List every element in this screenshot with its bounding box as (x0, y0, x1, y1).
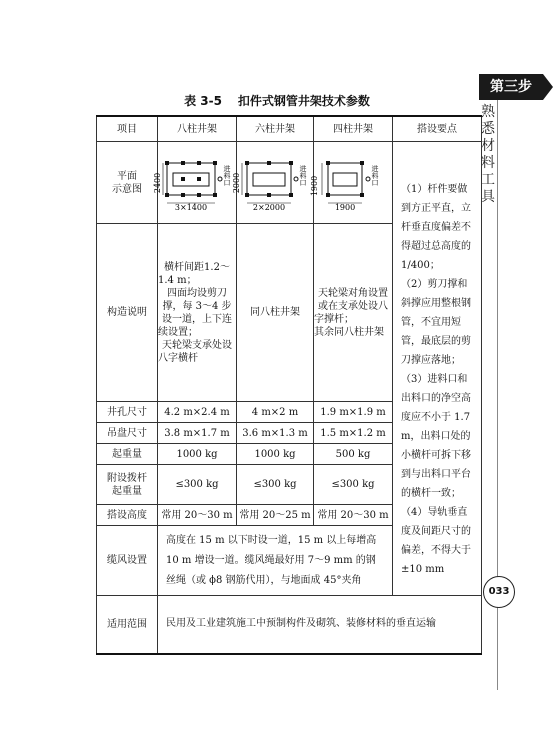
header-cell: 六柱井架 (237, 116, 314, 142)
table-title (0, 92, 554, 109)
key-points-cell: （1）杆件要做到方正平直，立杆垂直度偏差不得超过总高度的1/400； （2）剪刀撑和斜撑应用整根钢管，不宜用短管，最底层的剪刀撑应落地； （3）进料口和出料口的净空高度应不小于 1.7 m，出料口处的小横杆可拆下移到与出料口平台的横杆一致； （4）导轨垂直度及间距尺寸的偏差，不得大于±10 mm (393, 142, 482, 596)
header-row (97, 116, 482, 142)
table-cell: 常用 20～30 m (158, 505, 237, 526)
row-label: 适用范围 (97, 596, 158, 654)
row-label: 吊盘尺寸 (97, 423, 158, 444)
spec-table (96, 115, 482, 655)
eight-column-structure: 横杆间距1.2～1.4 m； 四面均设剪刀撑，每 3～4 步设一道，上下连续设置； 天轮梁支承处设八字横杆 (158, 224, 237, 402)
table-cell: 500 kg (314, 444, 393, 465)
table-cell: ≤300 kg (158, 465, 237, 505)
table-cell: 3.6 m×1.3 m (237, 423, 314, 444)
table-cell: 4.2 m×2.4 m (158, 402, 237, 423)
inlet-label: 进料口 (371, 164, 379, 186)
table-cell: 常用 20～25 m (237, 505, 314, 526)
table-cell: 1000 kg (237, 444, 314, 465)
header-cell: 四柱井架 (314, 116, 393, 142)
row-label: 井孔尺寸 (97, 402, 158, 423)
inlet-label: 进料口 (299, 164, 307, 186)
table-cell: 4 m×2 m (237, 402, 314, 423)
four-column-diagram (310, 142, 393, 224)
row-label: 附设拨杆 起重量 (97, 465, 158, 505)
side-dimension: 2400 (153, 172, 162, 193)
six-column-structure: 同八柱井架 (237, 224, 314, 402)
row-label: 搭设高度 (97, 505, 158, 526)
bottom-dimension: 2×2000 (252, 202, 286, 212)
table-cell: ≤300 kg (314, 465, 393, 505)
table-cell: 1000 kg (158, 444, 237, 465)
chapter-tab: 第三步 (479, 74, 543, 100)
diagram-row (97, 142, 482, 224)
table-cell: 常用 20～30 m (314, 505, 393, 526)
eight-column-diagram (153, 142, 237, 224)
table-cell: ≤300 kg (237, 465, 314, 505)
bottom-dimension: 1900 (334, 202, 356, 212)
page-number: 033 (483, 576, 515, 608)
six-column-diagram (232, 142, 314, 224)
table-cell: 1.5 m×1.2 m (314, 423, 393, 444)
table-number: 表 3-5 (184, 94, 222, 108)
scope-text: 民用及工业建筑施工中预制构件及砌筑、装修材料的垂直运输 (158, 596, 482, 654)
side-dimension: 2000 (232, 172, 241, 193)
wind-text: 高度在 15 m 以下时设一道，15 m 以上每增高 10 m 增设一道。缆风绳最好用 7～9 mm 的钢丝绳（或 ϕ8 钢筋代用），与地面成 45°夹角 (158, 526, 393, 596)
bottom-dimension: 3×1400 (174, 202, 208, 212)
table-title-text: 扣件式钢管井架技术参数 (237, 94, 370, 108)
row-label: 平面 示意图 (97, 142, 158, 224)
row-label: 构造说明 (97, 224, 158, 402)
row-label: 缆风设置 (97, 526, 158, 596)
scope-row (97, 596, 482, 654)
section-title: 熟悉材料工具 (481, 104, 495, 205)
header-cell: 搭设要点 (393, 116, 482, 142)
header-cell: 项目 (97, 116, 158, 142)
side-dimension: 1900 (310, 175, 319, 196)
row-label: 起重量 (97, 444, 158, 465)
four-column-structure: 天轮梁对角设置或在支承处设八字撑杆； 其余同八柱井架 (314, 224, 393, 402)
table-cell: 3.8 m×1.7 m (158, 423, 237, 444)
inlet-label: 进料口 (223, 164, 231, 186)
header-cell: 八柱井架 (158, 116, 237, 142)
table-cell: 1.9 m×1.9 m (314, 402, 393, 423)
